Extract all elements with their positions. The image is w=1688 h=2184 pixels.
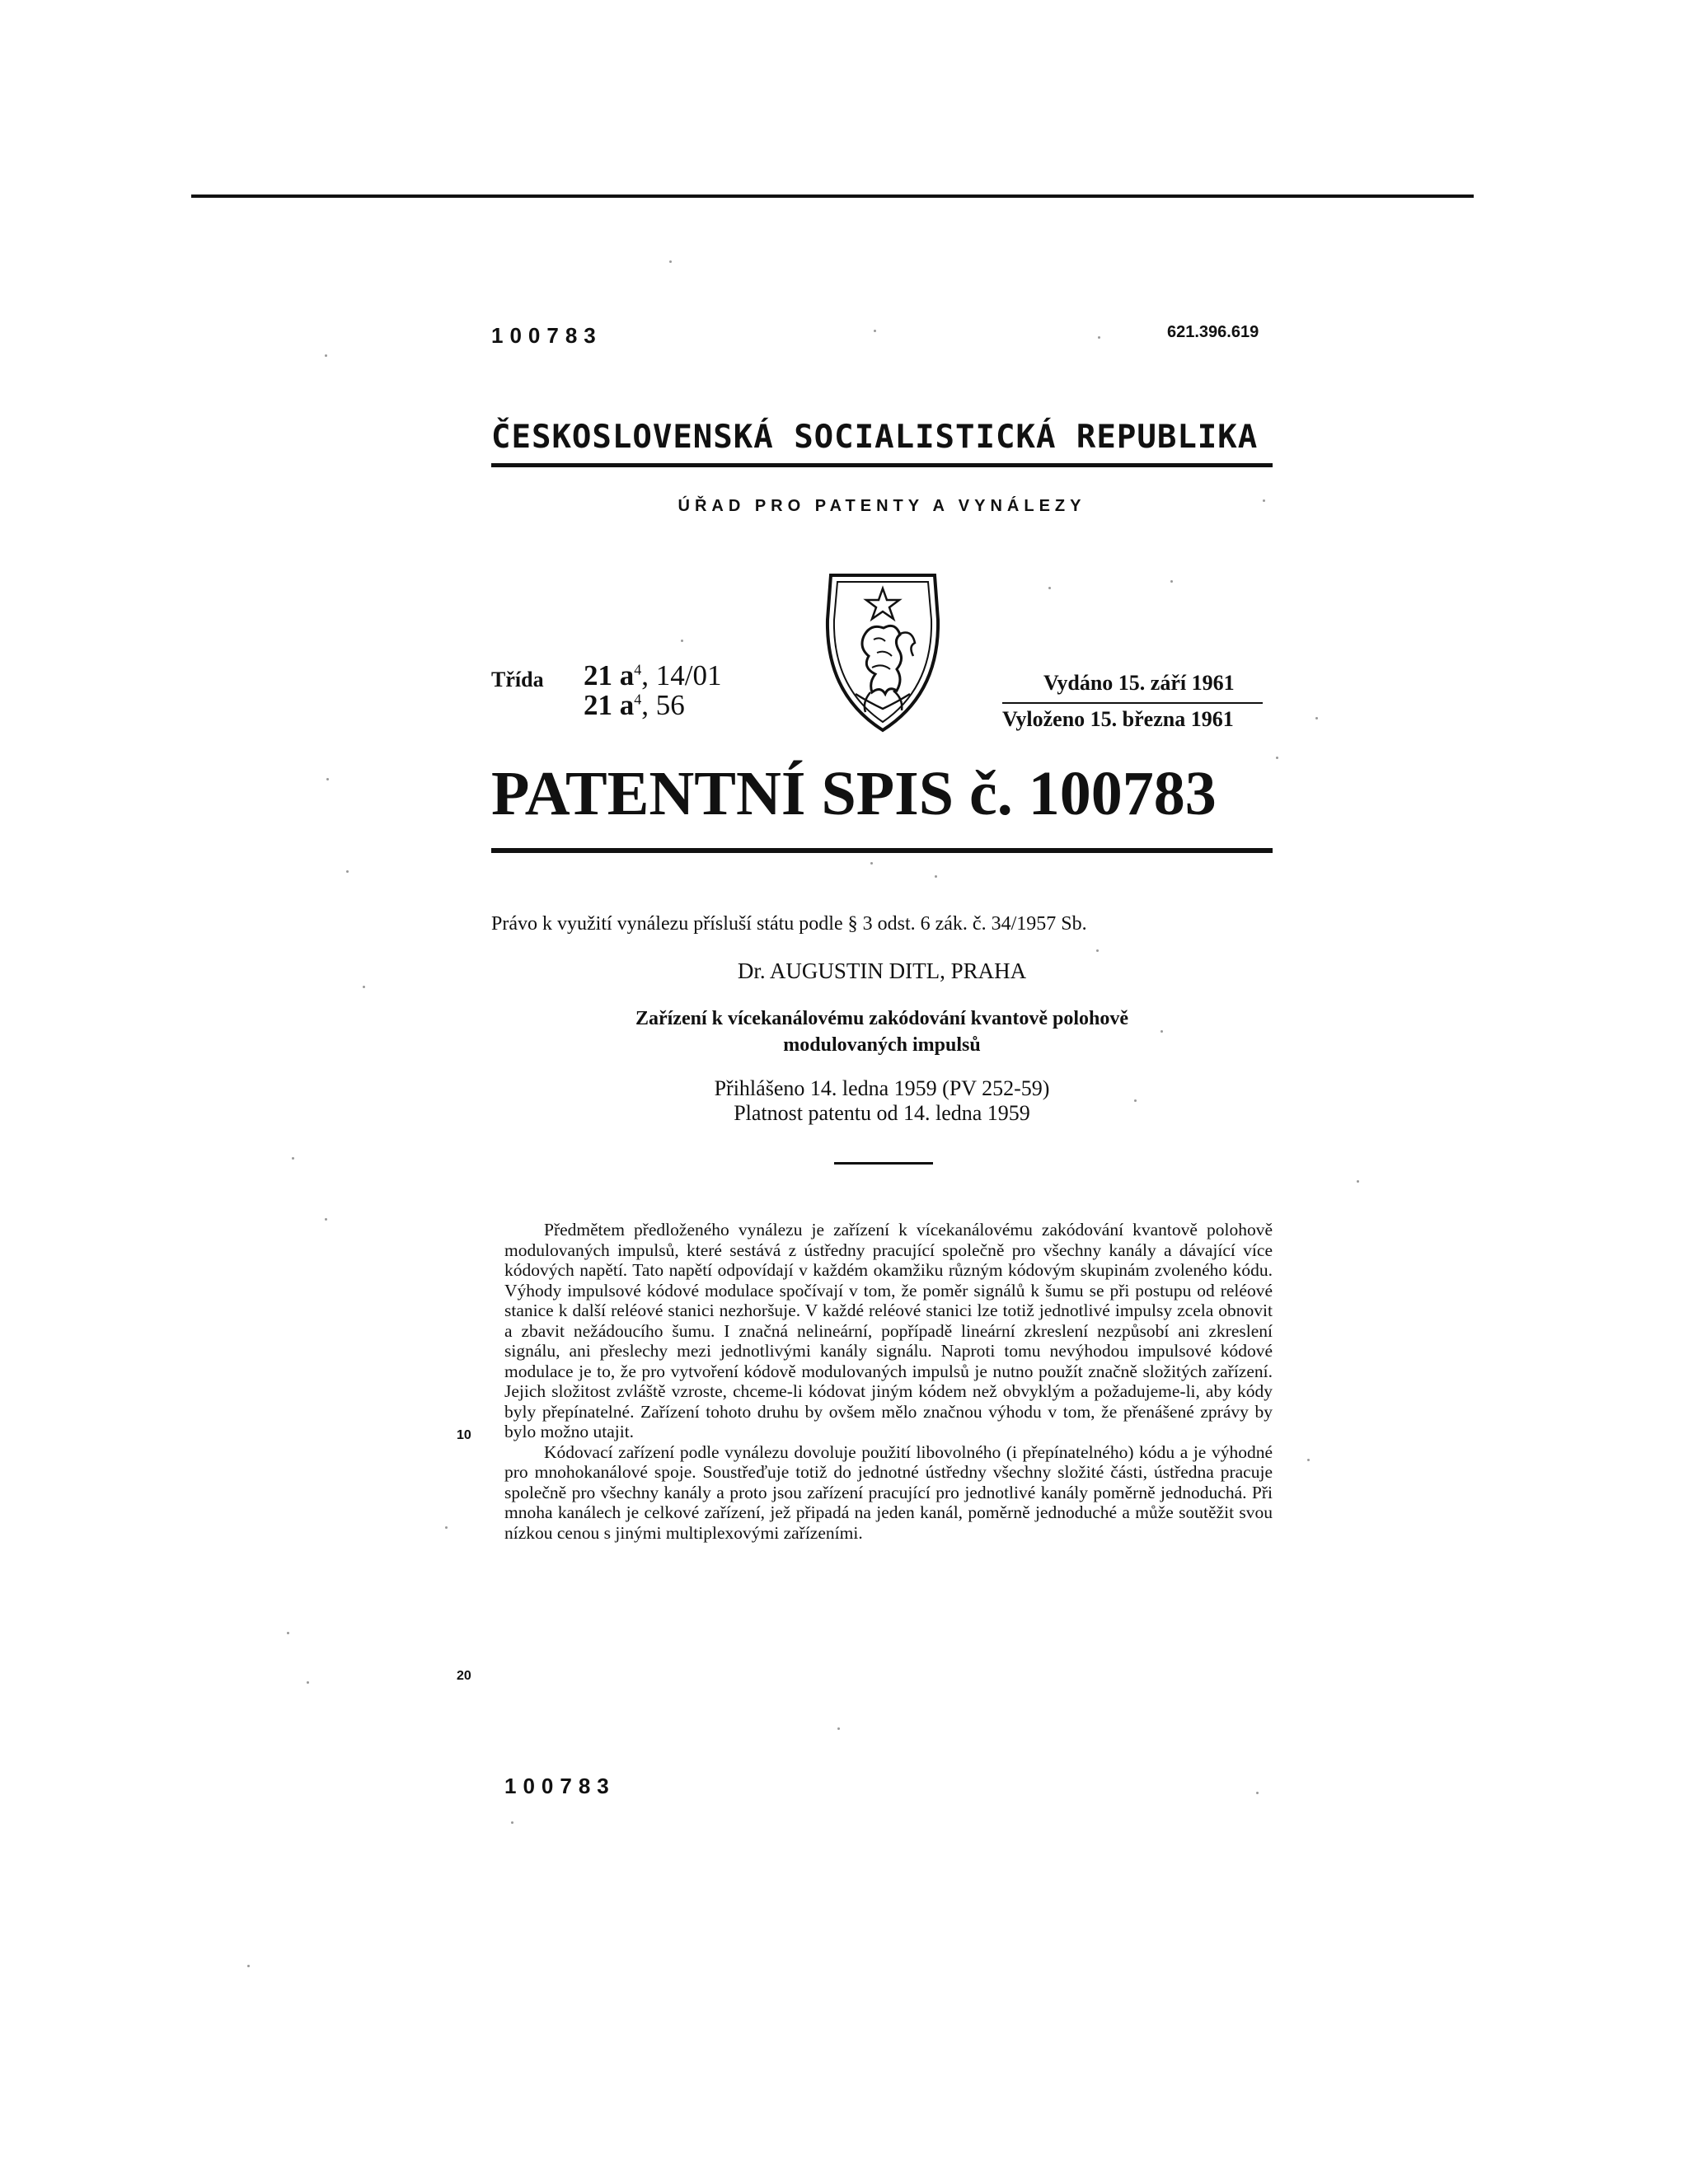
state-emblem-icon [823,570,943,735]
top-rule [191,194,1474,198]
document-number-bottom: 100783 [504,1774,616,1798]
office-heading: ÚŘAD PRO PATENTY A VYNÁLEZY [678,497,1086,515]
body-paragraph-1: Předmětem předloženého vynálezu je zařízení k vícekanálovému zakódování kvantově polohově modulovaných impulsů, které sestává z ústředny pracující společně pro všechny kanály a dávající více kódových napětí. Tato napětí odpovídají v každém okamžiku různým kódovým skupinám zvoleného kódu. Výhody impulsové kódové modulace spočívají v tom, že poměr signálů k šumu se při postupu od reléové stanice k další reléové stanici nezhoršuje. V každé reléové stanici lze totiž jednotlivé impulsy zcela obnovit a zbavit nežádoucího šumu. I značná nelineární, popřípadě lineární zkreslení nezpůsobí ani zkreslení signálu, ani přeslechy mezi jednotlivými kanály signálu. Naproti tomu nevýhodou impulsové kódové modulace je to, že pro vytvoření kódově modulovaných impulsů je nutno použít značně složitých zařízení. Jejich složitost zvláště vzroste, chceme-li kódovat jiným kódem než obvyklým a požadujeme-li, aby kódy byly přepínatelné. Zařízení tohoto druhu by ovšem mělo značnou výhodu v tom, že přenášené zprávy by bylo možno utajit. [504,1220,1273,1441]
class-line-1-letter: a [619,659,635,691]
section-divider [834,1162,933,1165]
class-line-1-sup: 4 [634,661,642,678]
class-line-2 [584,689,685,722]
page-title: PATENTNÍ SPIS č. 100783 [491,759,1217,828]
margin-line-number-10: 10 [457,1428,471,1442]
inventor: Dr. AUGUSTIN DITL, PRAHA [737,958,1027,983]
class-line-1 [584,659,721,692]
rights-statement: Právo k využití vynálezu přísluší státu podle § 3 odst. 6 zák. č. 34/1957 Sb. [491,913,1087,935]
class-line-1-number: 21 [584,659,612,691]
invention-title-line-1: Zařízení k vícekanálovému zakódování kvantově polohově [635,1008,1129,1029]
laid-open-date: Vyloženo 15. března 1961 [1002,707,1234,731]
validity-date: Platnost patentu od 14. ledna 1959 [734,1101,1030,1125]
class-line-2-rest: , 56 [641,689,685,721]
body-paragraph-2: Kódovací zařízení podle vynálezu dovoluje použití libovolného (i přepínatelného) kódu a je výhodné pro mnohokanálové spoje. Soustřeďuje totiž do jednotné ústředny všechny složité části, ústředna pracuje společně pro všechny kanály a proto jsou zařízení pracující pro jednotlivé kanály poměrně jednoduchá. Při mnoha kanálech je celkové zařízení, jež připadá na jeden kanál, poměrně jednoduché a může soutěžit svou nízkou cenou s jinými multiplexovými zařízeními. [504,1441,1273,1543]
udc-classification: 621.396.619 [1167,323,1259,341]
invention-title [560,1005,1203,1058]
document-number-top: 100783 [491,323,603,348]
class-label: Třída [491,668,544,691]
filed-date: Přihlášeno 14. ledna 1959 (PV 252-59) [714,1076,1050,1100]
margin-line-number-20: 20 [457,1669,471,1683]
class-line-2-letter: a [619,689,635,721]
class-line-2-sup: 4 [634,691,642,708]
class-line-1-rest: , 14/01 [641,659,722,691]
invention-title-line-2: modulovaných impulsů [783,1034,981,1056]
body-text [504,1220,1273,1543]
issued-rule [1002,702,1263,704]
republic-heading: ČESKOSLOVENSKÁ SOCIALISTICKÁ REPUBLIKA [491,419,1259,456]
title-rule [491,848,1273,853]
issued-date: Vydáno 15. září 1961 [1043,671,1235,695]
class-line-2-number: 21 [584,689,612,721]
republic-rule [491,463,1273,467]
filing-info [491,1076,1273,1126]
